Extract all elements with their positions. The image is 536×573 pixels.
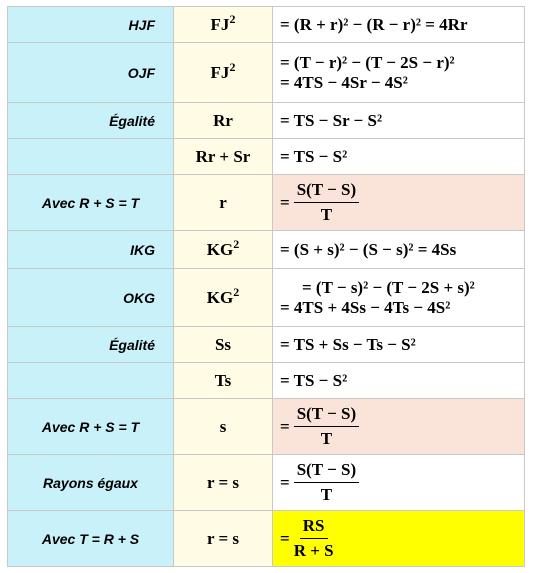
row-term bbox=[174, 7, 273, 43]
exponent: 2 bbox=[229, 59, 236, 74]
table-row bbox=[8, 511, 525, 567]
row-term: Ts bbox=[174, 363, 273, 399]
fraction-numerator: S(T − S) bbox=[294, 404, 359, 427]
fraction-denominator: R + S bbox=[293, 541, 334, 560]
row-equation bbox=[273, 43, 525, 103]
row-term: Ss bbox=[174, 327, 273, 363]
equals-sign: = bbox=[280, 528, 290, 548]
row-term bbox=[174, 231, 273, 269]
row-equation: = TS − S² bbox=[273, 139, 525, 175]
row-equation: = (S + s)² − (S − s)² = 4Ss bbox=[273, 231, 525, 269]
row-equation: = TS − Sr − S² bbox=[273, 103, 525, 139]
row-label bbox=[8, 139, 174, 175]
row-term: s bbox=[174, 399, 273, 455]
exponent: 2 bbox=[233, 284, 240, 299]
row-equation: = (R + r)² − (R − r)² = 4Rr bbox=[273, 7, 525, 43]
row-label: Avec R + S = T bbox=[8, 399, 174, 455]
equation-line: = (T − s)² − (T − 2S + s)² bbox=[302, 277, 475, 297]
table-row bbox=[8, 327, 525, 363]
row-label: HJF bbox=[8, 7, 174, 43]
fraction bbox=[294, 404, 359, 449]
table-row bbox=[8, 231, 525, 269]
row-term: r bbox=[174, 175, 273, 231]
table-row bbox=[8, 139, 525, 175]
row-equation bbox=[273, 455, 525, 511]
fraction-numerator: RS bbox=[300, 516, 328, 539]
table-row bbox=[8, 399, 525, 455]
table-row bbox=[8, 175, 525, 231]
row-label: Avec R + S = T bbox=[8, 175, 174, 231]
row-label bbox=[8, 363, 174, 399]
row-label: Égalité bbox=[8, 327, 174, 363]
row-label: Rayons égaux bbox=[8, 455, 174, 511]
row-term: Rr bbox=[174, 103, 273, 139]
fraction-numerator: S(T − S) bbox=[294, 180, 359, 203]
table-row bbox=[8, 455, 525, 511]
term-text: FJ bbox=[210, 14, 230, 34]
equation-line: = 4TS + 4Ss − 4Ts − 4S² bbox=[280, 297, 451, 317]
row-equation: = TS + Ss − Ts − S² bbox=[273, 327, 525, 363]
equals-sign: = bbox=[280, 472, 290, 492]
row-label: IKG bbox=[8, 231, 174, 269]
row-equation bbox=[273, 269, 525, 327]
exponent: 2 bbox=[229, 11, 236, 26]
fraction bbox=[294, 180, 359, 225]
fraction-denominator: T bbox=[320, 485, 333, 504]
term-text: FJ bbox=[210, 62, 230, 82]
fraction bbox=[294, 516, 334, 561]
table-row bbox=[8, 43, 525, 103]
table-row bbox=[8, 7, 525, 43]
equals-sign: = bbox=[280, 416, 290, 436]
equation-line: = 4TS − 4Sr − 4S² bbox=[280, 72, 408, 92]
row-label: OKG bbox=[8, 269, 174, 327]
equals-sign: = bbox=[280, 192, 290, 212]
term-text: KG bbox=[206, 287, 234, 307]
row-equation bbox=[273, 175, 525, 231]
row-label: Égalité bbox=[8, 103, 174, 139]
table-row bbox=[8, 269, 525, 327]
fraction-denominator: T bbox=[320, 205, 333, 224]
row-term bbox=[174, 269, 273, 327]
equation-table bbox=[7, 6, 525, 567]
row-label: Avec T = R + S bbox=[8, 511, 174, 567]
fraction-numerator: S(T − S) bbox=[294, 460, 359, 483]
row-equation bbox=[273, 399, 525, 455]
fraction-denominator: T bbox=[320, 429, 333, 448]
row-equation: = TS − S² bbox=[273, 363, 525, 399]
table-row bbox=[8, 363, 525, 399]
row-term bbox=[174, 43, 273, 103]
row-equation bbox=[273, 511, 525, 567]
row-term: r = s bbox=[174, 455, 273, 511]
equation-line: = (T − r)² − (T − 2S − r)² bbox=[280, 52, 455, 72]
exponent: 2 bbox=[233, 236, 240, 251]
term-text: KG bbox=[206, 239, 234, 259]
table-row bbox=[8, 103, 525, 139]
fraction bbox=[294, 460, 359, 505]
row-label: OJF bbox=[8, 43, 174, 103]
row-term: r = s bbox=[174, 511, 273, 567]
row-term: Rr + Sr bbox=[174, 139, 273, 175]
